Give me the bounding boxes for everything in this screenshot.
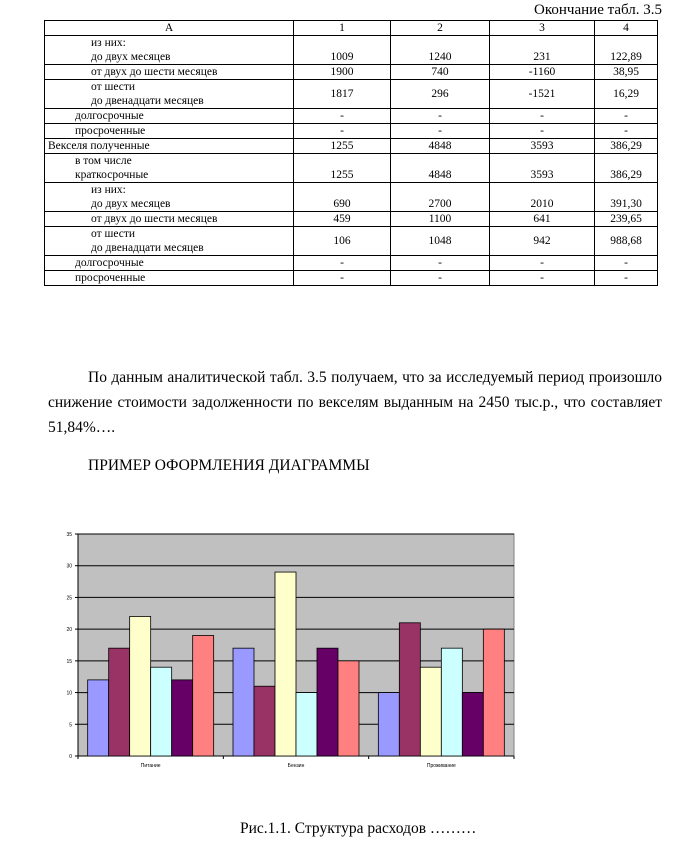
table-cell: 391,30: [595, 183, 658, 212]
table-row: [45, 154, 658, 183]
row-label: [45, 256, 294, 271]
bar: [483, 629, 504, 756]
table-cell: 690: [294, 183, 391, 212]
header-cell: 1: [294, 21, 391, 36]
bar: [254, 686, 275, 756]
bar: [193, 635, 214, 756]
table-cell: 3593: [490, 154, 595, 183]
table-cell: -1521: [490, 80, 595, 109]
row-label-line: из них:: [91, 184, 126, 196]
header-cell: 2: [391, 21, 490, 36]
table-cell: 641: [490, 212, 595, 227]
y-tick-label: 25: [66, 595, 72, 602]
bar: [172, 680, 193, 756]
header-cell: А: [45, 21, 294, 36]
bar: [233, 648, 254, 756]
row-label-line: от шести: [91, 228, 136, 240]
table-cell: -: [595, 109, 658, 124]
table-cell: -: [391, 256, 490, 271]
row-label-line: просроченные: [75, 272, 146, 284]
bar-chart: [30, 520, 530, 780]
section-heading: ПРИМЕР ОФОРМЛЕНИЯ ДИАГРАММЫ: [88, 457, 370, 474]
table-cell: 459: [294, 212, 391, 227]
table-cell: 1100: [391, 212, 490, 227]
table-cell: -: [490, 124, 595, 139]
table-cell: -: [294, 256, 391, 271]
row-label: [45, 65, 294, 80]
table-cell: 38,95: [595, 65, 658, 80]
row-label-line: до двух месяцев: [91, 198, 171, 210]
row-label-line: долгосрочные: [75, 257, 144, 269]
table-header-row: [45, 21, 658, 36]
y-tick-label: 10: [66, 690, 72, 697]
row-label: [45, 271, 294, 286]
row-label: [45, 139, 294, 154]
y-tick-label: 20: [66, 627, 72, 634]
table-row: [45, 109, 658, 124]
table-cell: 296: [391, 80, 490, 109]
table-cell: -1160: [490, 65, 595, 80]
bar: [296, 693, 317, 756]
table-cell: 16,29: [595, 80, 658, 109]
bar: [275, 572, 296, 756]
table-row: [45, 139, 658, 154]
row-label-line: Векселя полученные: [48, 140, 150, 152]
row-label-line: краткосрочные: [75, 169, 149, 181]
header-cell: 4: [595, 21, 658, 36]
row-label-line: в том числе: [75, 155, 132, 167]
paragraph-text: По данным аналитической табл. 3.5 получаем, что за исследуемый период произошло снижение стоимости задолженности по векселям выданным на 2450 тыс.р., что составляет 51,84%….: [48, 369, 662, 436]
table-continuation-caption: Окончание табл. 3.5: [534, 2, 662, 18]
table-cell: 3593: [490, 139, 595, 154]
table-row: [45, 212, 658, 227]
table-row: [45, 227, 658, 256]
table-row: [45, 124, 658, 139]
row-label: [45, 124, 294, 139]
table-row: [45, 183, 658, 212]
table-cell: 1048: [391, 227, 490, 256]
table-cell: 2700: [391, 183, 490, 212]
table-cell: -: [490, 256, 595, 271]
row-label: [45, 183, 294, 212]
row-label-line: от двух до шести месяцев: [91, 66, 218, 78]
table-cell: 1240: [391, 36, 490, 65]
table-row: [45, 256, 658, 271]
bar: [338, 661, 359, 756]
table-cell: -: [391, 124, 490, 139]
table-cell: 106: [294, 227, 391, 256]
y-tick-label: 15: [66, 658, 72, 665]
bar: [109, 648, 130, 756]
table-cell: 4848: [391, 154, 490, 183]
table-row: [45, 65, 658, 80]
table-cell: 386,29: [595, 139, 658, 154]
bar: [88, 680, 109, 756]
row-label: [45, 212, 294, 227]
table-cell: 988,68: [595, 227, 658, 256]
y-tick-label: 5: [69, 722, 72, 729]
table-cell: 4848: [391, 139, 490, 154]
table-cell: 231: [490, 36, 595, 65]
x-category-label: Питание: [140, 763, 161, 769]
x-category-label: Проживание: [426, 763, 456, 769]
row-label-line: до двенадцати месяцев: [91, 95, 204, 107]
row-label: [45, 227, 294, 256]
row-label: [45, 109, 294, 124]
row-label: [45, 36, 294, 65]
bar: [130, 616, 151, 756]
table-cell: 122,89: [595, 36, 658, 65]
table-cell: 2010: [490, 183, 595, 212]
y-tick-label: 0: [69, 754, 72, 760]
row-label: [45, 154, 294, 183]
table-cell: 1255: [294, 154, 391, 183]
row-label-line: от шести: [91, 81, 136, 93]
table-cell: 1255: [294, 139, 391, 154]
table-cell: 1900: [294, 65, 391, 80]
bar: [317, 648, 338, 756]
bar: [399, 623, 420, 756]
table-cell: -: [595, 124, 658, 139]
row-label-line: до двух месяцев: [91, 51, 171, 63]
table-cell: -: [294, 124, 391, 139]
body-paragraph: [48, 365, 662, 440]
table-cell: 740: [391, 65, 490, 80]
table-cell: 239,65: [595, 212, 658, 227]
table-cell: -: [294, 271, 391, 286]
chart-svg: [30, 520, 530, 780]
row-label-line: до двенадцати месяцев: [91, 242, 204, 254]
table-cell: -: [595, 271, 658, 286]
bar: [151, 667, 172, 756]
figure-caption: Рис.1.1. Структура расходов ………: [240, 820, 477, 837]
data-table: [44, 20, 658, 286]
table-cell: -: [595, 256, 658, 271]
table-cell: -: [490, 109, 595, 124]
y-tick-label: 30: [66, 563, 72, 570]
table-cell: -: [391, 271, 490, 286]
table-cell: 1817: [294, 80, 391, 109]
table-row: [45, 271, 658, 286]
table-cell: 942: [490, 227, 595, 256]
bar: [378, 693, 399, 756]
table-cell: -: [391, 109, 490, 124]
y-tick-label: 35: [66, 532, 72, 538]
table-row: [45, 80, 658, 109]
row-label-line: долгосрочные: [75, 110, 144, 122]
x-category-label: Бензин: [287, 763, 305, 769]
table-cell: -: [294, 109, 391, 124]
bar: [420, 667, 441, 756]
row-label-line: просроченные: [75, 125, 146, 137]
table-cell: 386,29: [595, 154, 658, 183]
row-label-line: от двух до шести месяцев: [91, 213, 218, 225]
row-label-line: из них:: [91, 37, 126, 49]
table-row: [45, 36, 658, 65]
header-cell: 3: [490, 21, 595, 36]
table-cell: 1009: [294, 36, 391, 65]
bar: [441, 648, 462, 756]
bar: [462, 693, 483, 756]
row-label: [45, 80, 294, 109]
table-cell: -: [490, 271, 595, 286]
